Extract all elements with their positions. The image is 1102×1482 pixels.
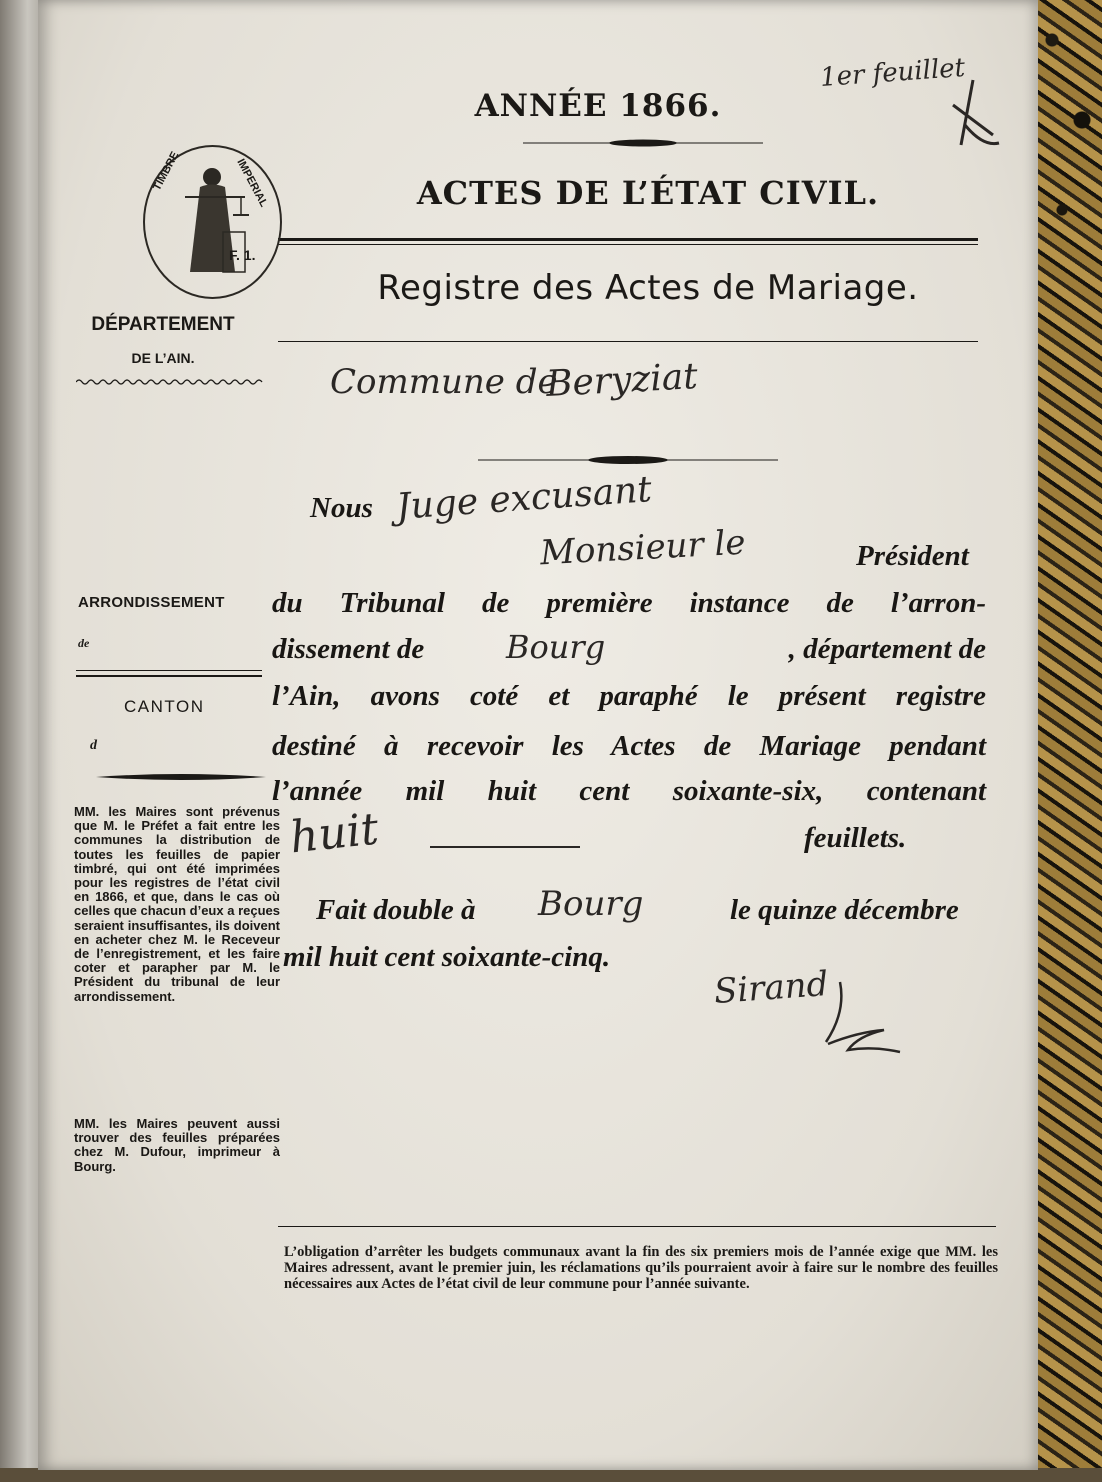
canton-divider xyxy=(96,772,266,782)
fait-place-handwritten: Bourg xyxy=(538,884,644,924)
stamp-left-text: TIMBRE xyxy=(151,149,182,193)
arrondissement-rule-2 xyxy=(76,675,262,677)
body-line-2: du Tribunal de première instance de l’arron- xyxy=(272,587,986,619)
footer-notice: L’obligation d’arrêter les budgets communaux avant la fin des six premiers mois de l’année exige que MM. les Maires adressent, avant le premier juin, les réclamations qu’ils pourraient avoir à faire sur le nombre des feuilles nécessaires aux Actes de l’état civil de leur commune pour l’année suivante. xyxy=(284,1244,998,1292)
president-handwritten: Monsieur le xyxy=(539,522,747,574)
count-line xyxy=(430,846,580,848)
sidebar-notice-2: MM. les Maires peuvent aussi trouver des feuilles préparées chez M. Dufour, imprimeur à Bourg. xyxy=(74,1116,280,1174)
commune-name: Beryziat xyxy=(545,356,699,405)
feuillets-label: feuillets. xyxy=(804,822,907,854)
body-line-5: destiné à recevoir les Actes de Mariage pendant xyxy=(272,730,986,762)
register-page xyxy=(38,0,1038,1470)
imperial-stamp xyxy=(143,145,282,299)
president-label: Président xyxy=(856,540,969,572)
register-title: Registre des Actes de Mariage. xyxy=(377,268,919,308)
fait-label: Fait double à xyxy=(316,894,476,926)
stamp-value: F. 1. xyxy=(229,247,256,263)
header-rule xyxy=(278,341,978,342)
body-line-4: l’Ain, avons coté et paraphé le présent registre xyxy=(272,680,986,712)
paraph-mark xyxy=(943,75,1003,155)
signature-flourish xyxy=(818,972,908,1056)
stamp-right-text: IMPERIAL xyxy=(234,157,270,210)
marbled-cover xyxy=(1032,0,1102,1482)
nous-handwritten: Juge excusant xyxy=(394,469,654,528)
ornament-divider xyxy=(523,136,763,150)
arrondissement-de: de xyxy=(78,636,90,650)
commune-label: Commune de xyxy=(330,362,558,402)
signature: Sirand xyxy=(712,964,830,1012)
arrondissement-rule-1 xyxy=(76,670,262,671)
department-label: DÉPARTEMENT xyxy=(91,314,235,335)
commune-divider xyxy=(478,453,778,467)
body-line-6: l’année mil huit cent soixante-six, contenant xyxy=(272,775,986,807)
double-rule-bottom xyxy=(278,244,978,245)
year-title: ANNÉE 1866. xyxy=(474,88,722,124)
margin-note: 1er feuillet xyxy=(819,52,967,94)
nous-label: Nous xyxy=(310,492,373,524)
sidebar-notice-1: MM. les Maires sont prévenus que M. le Préfet a fait entre les communes la distribution de toutes les feuilles de papier timbré, qui ont été imprimées pour les registres de l’état civil en 1866, et que, dans le cas où celles que chacun d’eux a reçues seraient insuffisantes, ils doivent en acheter chez M. le Receveur de l’enregistrement, et les faire coter et parapher par M. le Président du tribunal de leur arrondissement. xyxy=(74,804,280,1004)
body-line-3b: , département de xyxy=(788,633,986,665)
date-text: le quinze décembre xyxy=(730,894,959,926)
canton-d: d xyxy=(90,738,97,753)
arrondissement-label: ARRONDISSEMENT xyxy=(78,594,225,611)
wavy-divider xyxy=(76,378,266,386)
body-line-3a: dissement de xyxy=(272,633,425,665)
department-name: DE L’AIN. xyxy=(131,350,195,366)
arrondissement-handwritten: Bourg xyxy=(506,628,606,666)
year-text: mil huit cent soixante-cinq. xyxy=(283,941,611,973)
page-count-handwritten: huit xyxy=(287,803,381,864)
double-rule-top xyxy=(278,238,978,241)
binding-edge xyxy=(0,1468,1102,1482)
footer-rule xyxy=(278,1226,996,1227)
canton-label: CANTON xyxy=(124,697,205,716)
section-title: ACTES DE L’ÉTAT CIVIL. xyxy=(416,174,880,212)
